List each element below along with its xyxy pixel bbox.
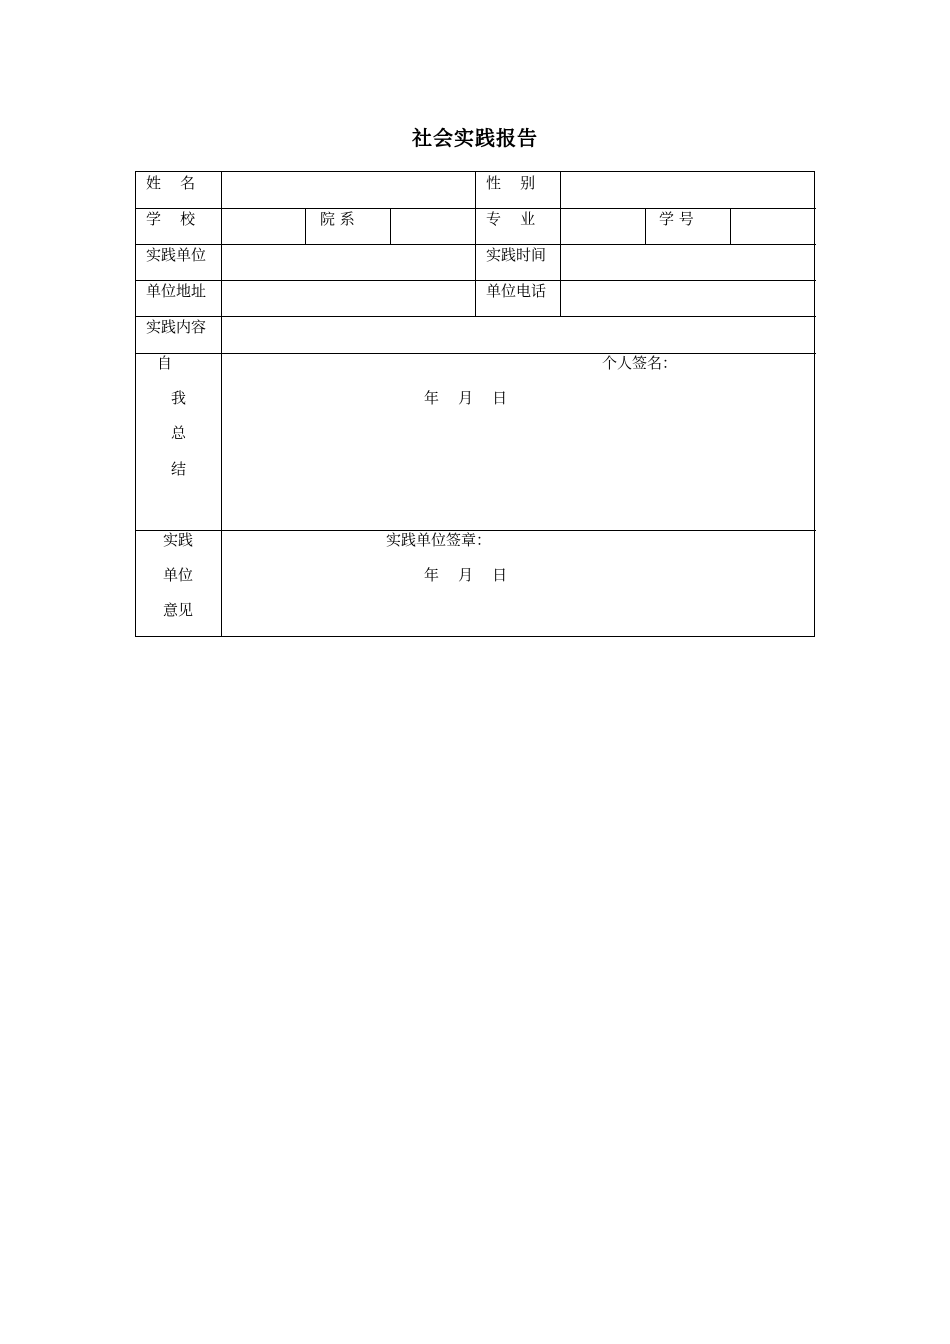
student-id-label: 学 号 bbox=[659, 210, 694, 228]
department-label: 院 系 bbox=[320, 210, 355, 228]
unit-phone-field[interactable] bbox=[561, 281, 814, 316]
practice-unit-field[interactable] bbox=[222, 245, 475, 280]
report-form bbox=[135, 171, 815, 637]
major-label: 专 业 bbox=[486, 210, 536, 228]
column-divider bbox=[475, 172, 476, 317]
column-divider bbox=[305, 208, 306, 244]
unit-opinion-label-3: 意见 bbox=[163, 601, 194, 619]
self-summary-field[interactable] bbox=[222, 354, 814, 530]
student-id-field[interactable] bbox=[731, 209, 814, 244]
column-divider bbox=[645, 208, 646, 244]
unit-seal-label: 实践单位签章： bbox=[386, 531, 492, 549]
self-summary-label-4: 结 bbox=[171, 460, 187, 478]
school-field[interactable] bbox=[222, 209, 305, 244]
self-summary-label-2: 我 bbox=[171, 389, 187, 407]
unit-address-label: 单位地址 bbox=[146, 282, 207, 300]
gender-field[interactable] bbox=[561, 172, 814, 208]
department-field[interactable] bbox=[391, 209, 475, 244]
opinion-date-label: 年 月 日 bbox=[424, 566, 508, 584]
unit-opinion-label-2: 单位 bbox=[163, 566, 194, 584]
unit-opinion-label-1: 实践 bbox=[163, 531, 194, 549]
practice-content-field[interactable] bbox=[222, 317, 814, 353]
practice-unit-label: 实践单位 bbox=[146, 246, 207, 264]
document-title: 社会实践报告 bbox=[412, 126, 538, 150]
self-summary-label-3: 总 bbox=[171, 424, 187, 442]
unit-address-field[interactable] bbox=[222, 281, 475, 316]
unit-opinion-field[interactable] bbox=[222, 531, 814, 636]
practice-content-label: 实践内容 bbox=[146, 318, 207, 336]
practice-time-field[interactable] bbox=[561, 245, 814, 280]
personal-signature-label: 个人签名： bbox=[602, 354, 678, 372]
summary-date-label: 年 月 日 bbox=[424, 389, 508, 407]
major-field[interactable] bbox=[561, 209, 645, 244]
name-label: 姓 名 bbox=[146, 174, 196, 192]
school-label: 学 校 bbox=[146, 210, 196, 228]
name-field[interactable] bbox=[222, 172, 475, 208]
practice-time-label: 实践时间 bbox=[486, 246, 547, 264]
self-summary-label-1: 自 bbox=[157, 354, 173, 372]
unit-phone-label: 单位电话 bbox=[486, 282, 547, 300]
gender-label: 性 别 bbox=[486, 174, 536, 192]
